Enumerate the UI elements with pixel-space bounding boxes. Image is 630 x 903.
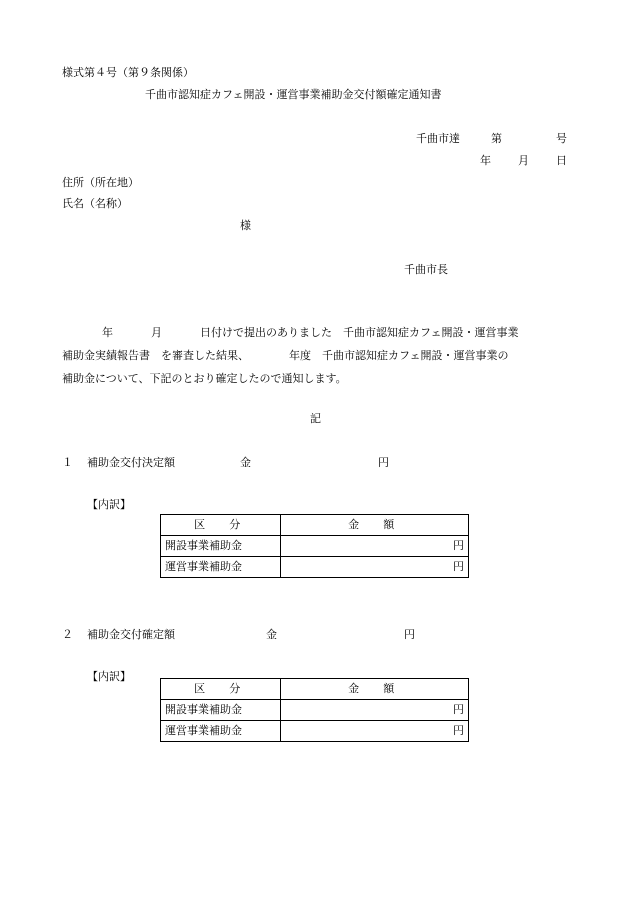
address-label: 住所（所在地） [62,176,139,189]
row-category: 開設事業補助金 [161,700,281,721]
row-amount-unit: 円 [281,721,469,742]
sender: 千曲市長 [404,263,448,276]
category-header: 区 分 [161,515,281,536]
section-2-yen: 円 [404,628,415,641]
row-category: 運営事業補助金 [161,721,281,742]
section-1-breakdown-table [160,514,469,578]
date-year: 年 [480,154,491,167]
table-header-row [161,679,469,700]
amount-header: 金 額 [281,515,469,536]
body-line-3: 補助金について、下記のとおり確定したので通知します。 [62,372,347,385]
date-day: 日 [556,154,567,167]
body-line-2 [62,344,582,367]
section-1-label: 補助金交付決定額 [87,456,175,469]
section-2-breakdown-table [160,678,469,742]
section-1-kin: 金 [240,456,251,469]
doc-ref-dai: 第 [491,132,502,145]
row-category: 運営事業補助金 [161,557,281,578]
section-1-breakdown-label: 【内訳】 [87,498,131,511]
body-line-1 [62,321,582,344]
row-category: 開設事業補助金 [161,536,281,557]
form-number: 様式第４号（第９条関係） [62,66,194,79]
body-line1-rest: 日付けで提出のありました 千曲市認知症カフェ開設・運営事業 [200,326,519,339]
section-2-label: 補助金交付確定額 [87,628,175,641]
body-paragraph [62,321,582,390]
table-row [161,536,469,557]
doc-ref-city: 千曲市達 [416,132,460,145]
table-row [161,700,469,721]
row-amount-unit: 円 [281,557,469,578]
document-title: 千曲市認知症カフェ開設・運営事業補助金交付額確定通知書 [145,88,442,101]
body-year: 年 [102,326,113,339]
section-2-breakdown-label: 【内訳】 [87,670,131,683]
ki-marker: 記 [310,412,321,425]
body-line2-b: 年度 千曲市認知症カフェ開設・運営事業の [289,349,509,362]
category-header: 区 分 [161,679,281,700]
table-header-row [161,515,469,536]
honorific: 様 [240,219,251,232]
date-month: 月 [518,154,529,167]
table-row [161,557,469,578]
section-1-yen: 円 [378,456,389,469]
table-row [161,721,469,742]
doc-ref-go: 号 [556,132,567,145]
row-amount-unit: 円 [281,700,469,721]
section-2-kin: 金 [266,628,277,641]
amount-header: 金 額 [281,679,469,700]
body-month: 月 [151,326,162,339]
body-line2-a: 補助金実績報告書 を審査した結果、 [62,349,249,362]
section-2-number: ２ [62,628,73,641]
section-1-number: １ [62,456,73,469]
row-amount-unit: 円 [281,536,469,557]
name-label: 氏名（名称） [62,197,128,210]
